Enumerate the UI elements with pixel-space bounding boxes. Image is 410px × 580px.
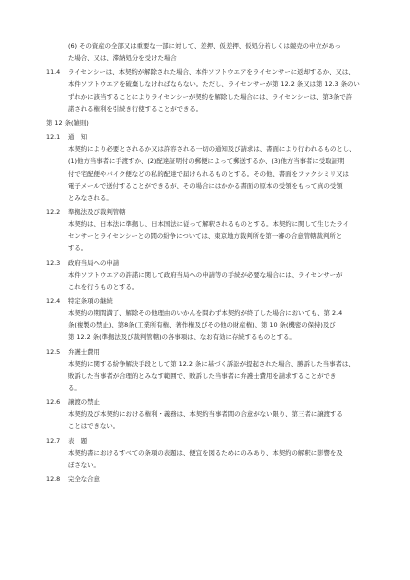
clause-body-line: 第 12.2 条(準拠法及び裁判管轄)の各事項は、なお有効に存続するものとする。: [68, 333, 296, 342]
clause-number: 12.4: [46, 297, 61, 305]
clause-heading: [46, 346, 374, 358]
clause-body-line: ことはできない。: [68, 422, 120, 431]
clause-number: 12.2: [46, 207, 61, 216]
clause-number: 11.4: [46, 68, 61, 77]
clause-heading: [46, 66, 374, 78]
clause-number: 12.5: [46, 347, 61, 356]
clause-title: 準拠法及び裁判管轄: [68, 207, 126, 216]
clause-body-line: (1)他方当事者に手渡すか、(2)配達証明付の郵便によって郵送するか、(3)他方当事者に受取証明: [68, 157, 345, 166]
clause-body-line: とみなされる。: [68, 193, 113, 202]
clause-number: 12.8: [46, 475, 61, 484]
clause-number: 12.7: [46, 436, 61, 445]
item-line: (6) その資産の全部又は重要な一部に対して、差押、仮差押、仮処分若しくは競売の申立があっ: [68, 42, 341, 50]
clause-body-line: 電子メールで送付することができるが、その場合にはかかる書面の原本の受領をもって真の受領: [68, 181, 343, 190]
clause-block: [46, 66, 374, 114]
clause-heading: [46, 257, 374, 269]
clause-heading: [46, 295, 374, 307]
clause-body-line: 本件ソフトウエアの許諾に関して政府当局への申請等の手続が必要な場合には、ライセンサーが: [68, 270, 343, 279]
clause-block: [46, 473, 374, 485]
clause-block: [46, 117, 374, 129]
clause-title: 特定条項の継続: [68, 297, 113, 305]
clause-block: [46, 435, 374, 471]
clause-title: 完全な合意: [68, 475, 100, 484]
clause-heading: [46, 131, 374, 143]
clause-block: [46, 396, 374, 432]
clause-number: 12.1: [46, 133, 61, 142]
clause-body-line: 条(複製の禁止)、第8条(工業所有権、著作権及びその他の財産権)、第 10 条(機密の保持)及び: [68, 321, 336, 330]
clause-block: [46, 346, 374, 394]
clause-body-line: これを行うものとする。: [68, 282, 139, 291]
clause-body-line: 本契約及び本契約における権利・義務は、本契約当事者間の合意がない限り、第三者に譲渡する: [68, 410, 343, 419]
clause-title: 通 知: [68, 133, 88, 142]
clause-number: 12.3: [46, 258, 61, 267]
clause-body-line: ぼさない。: [68, 460, 100, 469]
clause-body-line: 付で宅配便やバイク便などの私的配達で届けられるものとする。その他、書面をファクシミリ又は: [68, 169, 349, 178]
clause-body-line: センサーとライセンシーとの間の紛争については、東京地方裁判所を第一審の合意管轄裁判所と: [68, 232, 343, 241]
clause-title: 政府当局への申請: [68, 258, 120, 267]
clause-heading: [46, 435, 374, 447]
clause-body-line: 本契約に関する紛争解決手段として第 12.2 条に基づく訴訟が提起された場合、勝訴した当事者は、: [68, 359, 355, 368]
item-line: た場合、又は、滞納処分を受けた場合: [68, 54, 177, 63]
clause-heading: [46, 206, 374, 218]
clause-body-line: 本契約は、日本法に準拠し、日本国法に従って解釈されるものとする。本契約に関して生じたライ: [68, 220, 349, 229]
clause-body-line: 本件ソフトウエアを破棄しなければならない。ただし、ライセンサーが第 12.2 条又は第 12.3 条のい: [68, 80, 360, 89]
clause-block: [46, 206, 374, 254]
clause-title: ライセンシーは、本契約が解除された場合、本件ソフトウエアをライセンサーに返却するか、又は、: [68, 68, 355, 77]
clause-title: 弁護士費用: [68, 347, 100, 356]
clause-body-line: 本契約の期間満了、解除その他理由のいかんを問わず本契約が終了した場合においても、第 2.4: [68, 309, 343, 318]
clause-block: [46, 257, 374, 293]
article-heading: 第 12 条(雑則): [46, 118, 89, 127]
clause-block: [46, 131, 374, 204]
clause-title: 譲渡の禁止: [68, 398, 100, 407]
clause-heading: [46, 396, 374, 408]
clause-heading: [46, 473, 374, 485]
clause-body-line: 本契約により必要とされるか又は許容される一切の通知及び請求は、書面により行われるものとし、: [68, 145, 356, 154]
clause-body-line: 敗訴した当事者が合理的とみなす範囲で、敗訴した当事者に弁護士費用を請求することができ: [68, 371, 337, 380]
clause-body-line: 諾される権利を引続き行使することができる。: [68, 104, 203, 113]
clause-block: [46, 295, 374, 343]
clause-number: 12.6: [46, 398, 61, 407]
clause-body-line: る。: [68, 383, 81, 392]
clause-body-line: 本契約書におけるすべての条項の表題は、便宜を図るためにのみあり、本契約の解釈に影響を及: [68, 448, 343, 457]
clause-body-line: ずれかに該当することによりライセンシーが契約を解除した場合には、ライセンシーは、第3条で許: [68, 92, 353, 101]
clause-body-line: する。: [68, 244, 88, 253]
clause-title: 表 題: [68, 436, 88, 445]
clause-block: [46, 40, 374, 64]
